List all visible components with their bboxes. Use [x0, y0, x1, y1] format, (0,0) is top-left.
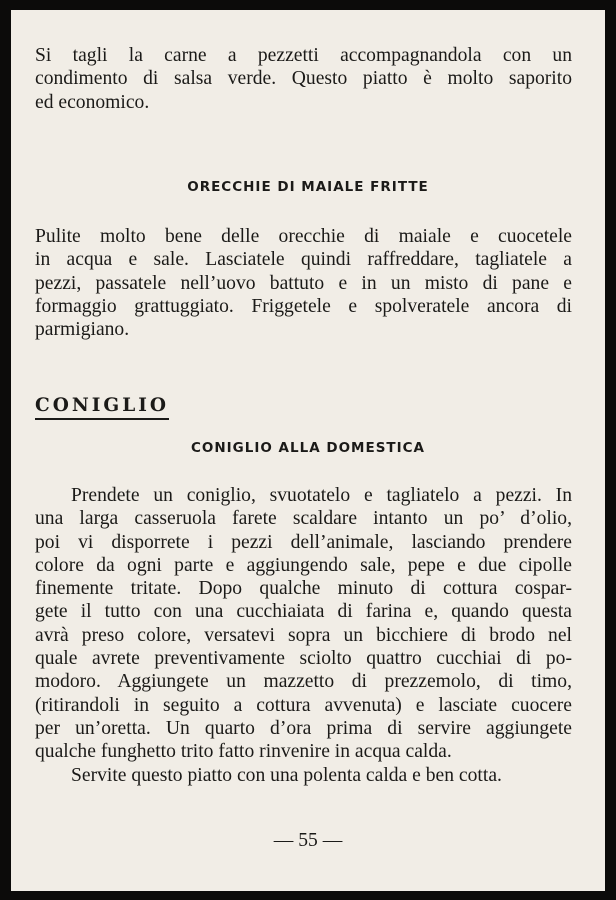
text-line: formaggio grattuggiato. Friggetele e spolveratele ancora di: [35, 295, 572, 317]
text-line: avrà preso colore, versatevi sopra un bicchiere di brodo nel: [35, 624, 572, 646]
text-line: ed economico.: [35, 91, 150, 113]
text-line: qualche funghetto trito fatto rinvenire in acqua calda.: [35, 741, 452, 763]
book-page: [11, 10, 605, 891]
text-line: gete il tutto con una cucchiaiata di farina e, quando questa: [35, 601, 572, 623]
text-line: Si tagli la carne a pezzetti accompagnandola con un: [35, 45, 572, 66]
text-line: una larga casseruola farete scaldare intanto un po’ d’olio,: [35, 508, 572, 530]
text-line: finemente tritate. Dopo qualche minuto di cottura cospar-: [35, 578, 572, 600]
text-line: Prendete un coniglio, svuotatelo e tagliatelo a pezzi. In: [71, 485, 572, 506]
text-line: quale avrete preventivamente sciolto quattro cucchiai di po-: [35, 648, 572, 670]
text-line: condimento di salsa verde. Questo piatto è molto saporito: [35, 68, 572, 90]
intro-paragraph: [35, 44, 572, 114]
text-line: (ritirandoli in seguito a cottura avvenuta) e lasciate cuocere: [35, 694, 572, 716]
closing-line: Servite questo piatto con una polenta calda e ben cotta.: [71, 764, 502, 786]
text-line: modoro. Aggiungete un mazzetto di prezzemolo, di timo,: [35, 671, 572, 693]
recipe-paragraph-coniglio: [35, 484, 572, 787]
text-line: per un’oretta. Un quarto d’ora prima di servire aggiungete: [35, 717, 572, 739]
text-line: Pulite molto bene delle orecchie di maiale e cuocetele: [35, 226, 572, 247]
text-line: in acqua e sale. Lasciatele quindi raffreddare, tagliatele a: [35, 249, 572, 271]
section-title-coniglio: CONIGLIO: [35, 395, 169, 420]
recipe-paragraph-orecchie: [35, 225, 572, 341]
recipe-title-orecchie: ORECCHIE DI MAIALE FRITTE: [187, 179, 429, 195]
text-line: pezzi, passatele nell’uovo battuto e in un misto di pane e: [35, 272, 572, 294]
text-line: parmigiano.: [35, 319, 130, 341]
page-number: — 55 —: [273, 830, 343, 851]
recipe-title-coniglio: CONIGLIO ALLA DOMESTICA: [190, 440, 426, 456]
text-line: colore da ogni parte e aggiungendo sale, pepe e due cipolle: [35, 554, 572, 576]
text-line: poi vi disporrete i pezzi dell’animale, lasciando prendere: [35, 531, 572, 553]
